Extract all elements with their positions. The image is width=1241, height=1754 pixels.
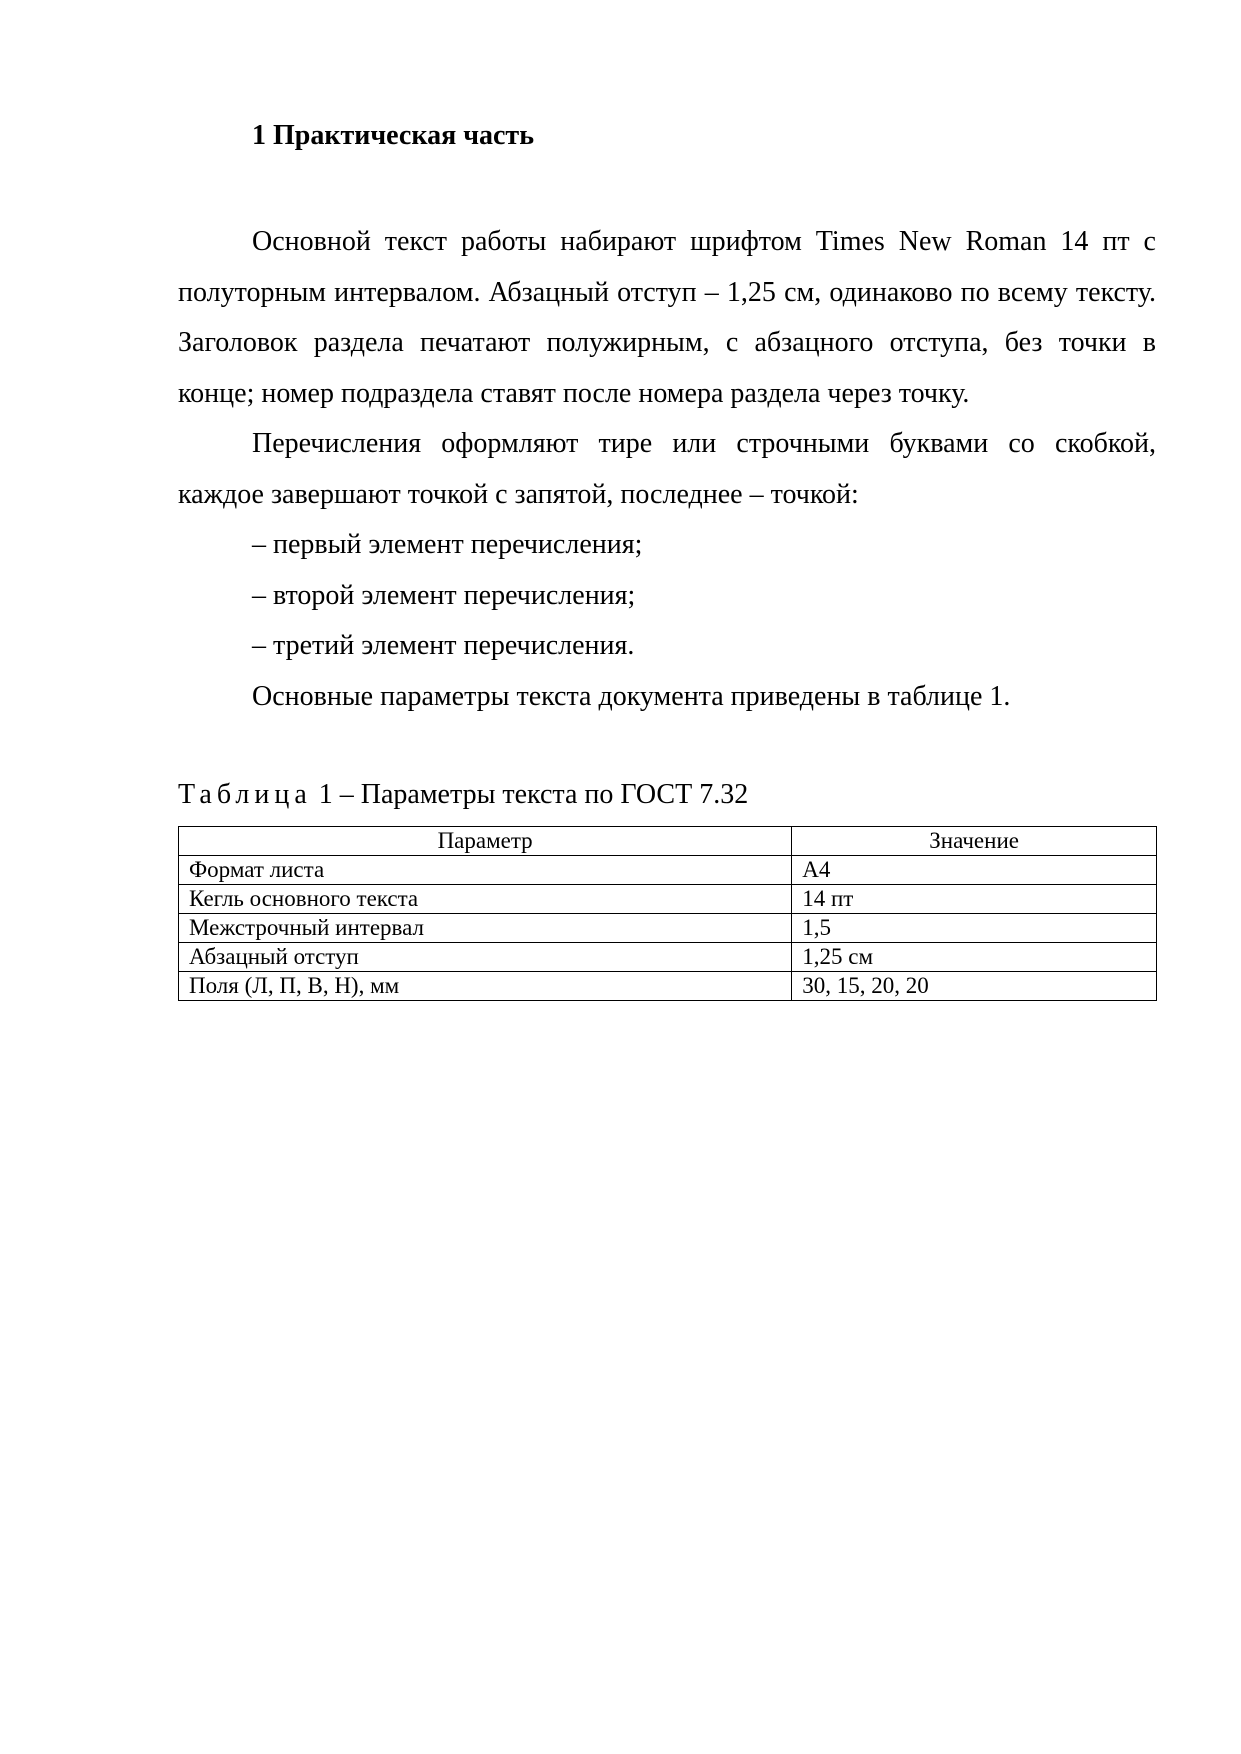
table-row [179,943,1157,972]
list-item: – третий элемент перечисления. [252,630,635,661]
table-cell: 1,5 [792,914,1157,943]
list-item: – второй элемент перечисления; [252,579,636,611]
parameters-table [178,826,1157,1001]
table-caption-word: Таблица [178,779,312,810]
paragraph: Основной текст работы набирают шрифтом Times New Roman 14 пт с полуторным интервалом. Абзацный отступ – 1,25 см, одинаково по всему тексту. Заголовок раздела печатают полужирным, с абзацного отступа, без точки в конце; номер подраздела ставят после номера раздела через точку. [178,226,1156,409]
column-header: Параметр [179,827,792,856]
paragraph: Основные параметры текста документа приведены в таблице 1. [252,680,1011,712]
table-caption-text: 1 – Параметры текста по ГОСТ 7.32 [311,779,749,810]
table-row [179,914,1157,943]
table-row [179,885,1157,914]
table-cell: 14 пт [792,885,1157,914]
table-cell: Формат листа [179,856,792,885]
paragraph: Перечисления оформляют тире или строчными буквами со скобкой, каждое завершают точкой с запятой, последнее – точкой: [178,428,1156,510]
list-item: – первый элемент перечисления; [252,529,643,560]
table-cell: Кегль основного текста [179,885,792,914]
table-row [179,972,1157,1001]
column-header: Значение [792,827,1157,856]
table-cell: 1,25 см [792,943,1157,972]
table-row [179,856,1157,885]
table-cell: Межстрочный интервал [179,914,792,943]
table-caption [178,775,748,815]
body-text [178,217,1156,722]
table-cell: Абзацный отступ [179,943,792,972]
table-cell: Поля (Л, П, В, Н), мм [179,972,792,1001]
table-cell: 30, 15, 20, 20 [792,972,1157,1001]
table-header-row [179,827,1157,856]
section-heading: 1 Практическая часть [252,120,534,151]
table-cell: А4 [792,856,1157,885]
